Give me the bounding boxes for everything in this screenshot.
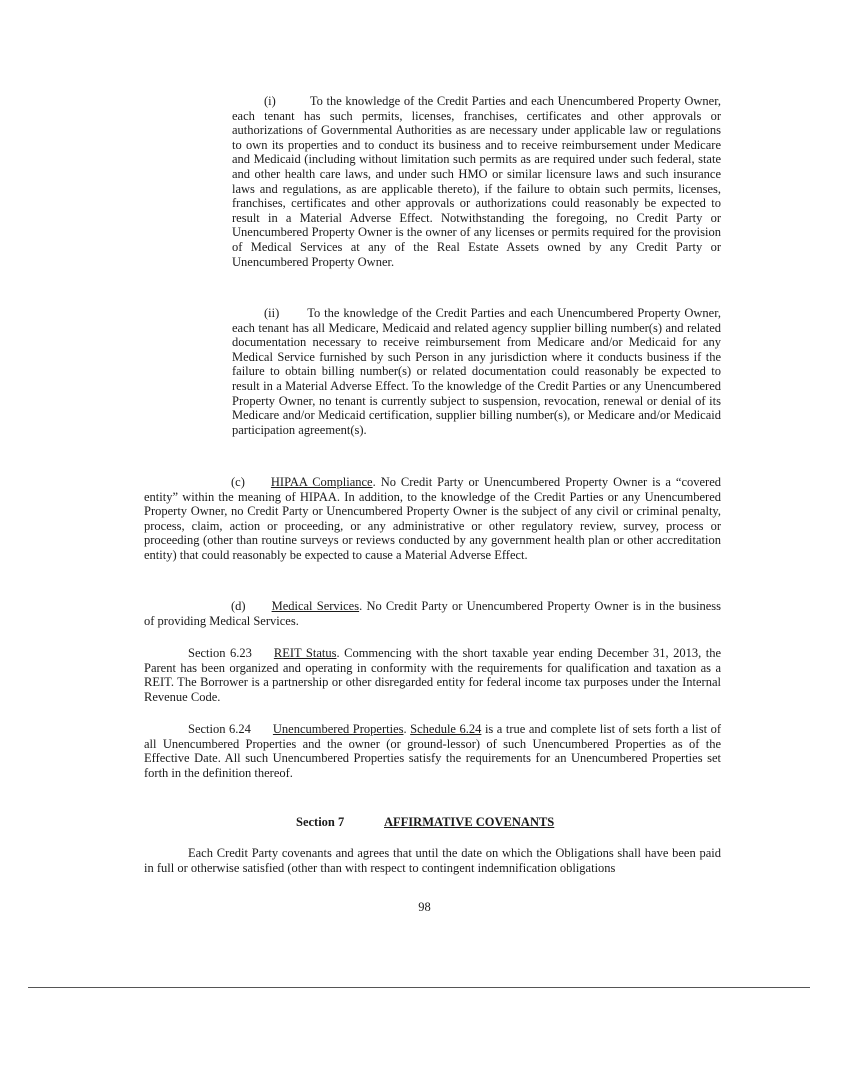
paragraph-c-heading: HIPAA Compliance	[270, 475, 373, 489]
schedule-6-24-reference: Schedule 6.24	[410, 722, 482, 736]
paragraph-i-label: (i)	[264, 94, 276, 108]
paragraph-c-text: No Credit Party or Unencumbered Property Owner is a “covered entity” within the meaning of HIPAA. In addition, to the knowledge of the Credit Parties or any Unencumbered Property Owner, no Credit Party or Unencumbered Property Owner is the subject of any civil or criminal penalty, process, claim, action or proceeding, or any administrative or other regulatory review, survey, process or proceeding (other than routine surveys or reviews conducted by any government health plan or other accreditation entity) that could reasonably be expected to cause a Material Adverse Effect.	[144, 475, 722, 562]
section-6-24-label: Section 6.24	[188, 722, 251, 736]
paragraph-i	[232, 94, 721, 269]
section-6-23-text: Commencing with the short taxable year ending December 31, 2013, the Parent has been organized and operating in conformity with the requirements for qualification and taxation as a REIT. The Borrower is a partnership or other disregarded entity for federal income tax purposes under the Internal Revenue Code.	[144, 646, 722, 704]
section-6-23-label: Section 6.23	[188, 646, 252, 660]
paragraph-d-heading: Medical Services	[271, 599, 360, 613]
section-6-24-text: is a true and complete list of sets forth a list of all Unencumbered Properties and the owner (or ground-lessor) of such Unencumbered Properties as of the Effective Date. All such Unencumbered Properties satisfy the requirements for an Unencumbered Properties set forth in the definition thereof.	[144, 722, 722, 780]
section-7-intro	[144, 846, 721, 875]
paragraph-d: (d) Medical Services. No Credit Party or Unencumbered Property Owner is in the business of providing Medical Services.	[144, 599, 721, 628]
paragraph-c-label: (c)	[231, 475, 245, 489]
section-7-title: AFFIRMATIVE COVENANTS	[384, 815, 555, 829]
paragraph-d-text: No Credit Party or Unencumbered Property Owner is in the business of providing Medical Services.	[144, 599, 721, 628]
section-6-24: Section 6.24 Unencumbered Properties. Schedule 6.24 is a true and complete list of sets forth a list of all Unencumbered Properties and the owner (or ground-lessor) of such Unencumbered Properties as of the Effective Date. All such Unencumbered Properties satisfy the requirements for an Unencumbered Properties set forth in the definition thereof.	[144, 722, 722, 780]
paragraph-d-label: (d)	[231, 599, 246, 613]
section-6-24-heading: Unencumbered Properties	[272, 722, 404, 736]
section-6-23: Section 6.23 REIT Status. Commencing with the short taxable year ending December 31, 2013, the Parent has been organized and operating in conformity with the requirements for qualification and taxation as a REIT. The Borrower is a partnership or other disregarded entity for federal income tax purposes under the Internal Revenue Code.	[144, 646, 722, 704]
paragraph-ii	[232, 306, 721, 437]
paragraph-ii-text: To the knowledge of the Credit Parties and each Unencumbered Property Owner, each tenant has all Medicare, Medicaid and related agency supplier billing number(s) and related documentation necessary to receive reimbursement from Medicare and/or Medicaid for any Medical Service furnished by such Person in any jurisdiction where it conducts business if the failure to obtain billing number(s) or related documentation could reasonably be expected to result in a Material Adverse Effect. To the knowledge of the Credit Parties or any Unencumbered Property Owner, no tenant is currently subject to suspension, revocation, renewal or denial of its Medicare and/or Medicaid certification, supplier billing number(s), or Medicare and/or Medicaid participation agreement(s).	[232, 306, 721, 437]
page-number: 98	[418, 900, 431, 914]
paragraph-c: (c) HIPAA Compliance. No Credit Party or Unencumbered Property Owner is a “covered entity” within the meaning of HIPAA. In addition, to the knowledge of the Credit Parties or any Unencumbered Property Owner, no Credit Party or Unencumbered Property Owner is the subject of any civil or criminal penalty, process, claim, action or proceeding, or any administrative or other regulatory review, survey, process or proceeding (other than routine surveys or reviews conducted by any government health plan or other accreditation entity) that could reasonably be expected to cause a Material Adverse Effect.	[144, 475, 722, 562]
section-6-23-heading: REIT Status	[273, 646, 337, 660]
paragraph-ii-label: (ii)	[264, 306, 280, 320]
section-7-label: Section 7	[296, 815, 345, 829]
paragraph-i-text: To the knowledge of the Credit Parties and each Unencumbered Property Owner, each tenant has such permits, licenses, franchises, certificates and other approvals or authorizations of Governmental Authorities as are necessary under applicable law or regulations to own its properties and to conduct its business and to receive reimbursement under Medicare and Medicaid (including without limitation such permits as are required under such federal, state and other health care laws, and under such HMO or similar licensure laws and such insurance laws and regulations, as are applicable thereto), if the failure to obtain such permits, licenses, franchises, certificates and other approvals or authorizations could reasonably be expected to result in a Material Adverse Effect. Notwithstanding the foregoing, no Credit Party or Unencumbered Property Owner is the owner of any licenses or permits required for the provision of Medical Services at any of the Real Estate Assets owned by any Credit Party or Unencumbered Property Owner.	[232, 94, 721, 269]
section-7-intro-text: Each Credit Party covenants and agrees that until the date on which the Obligations shall have been paid in full or otherwise satisfied (other than with respect to contingent indemnification obligations	[144, 846, 721, 875]
page-divider	[28, 987, 810, 988]
